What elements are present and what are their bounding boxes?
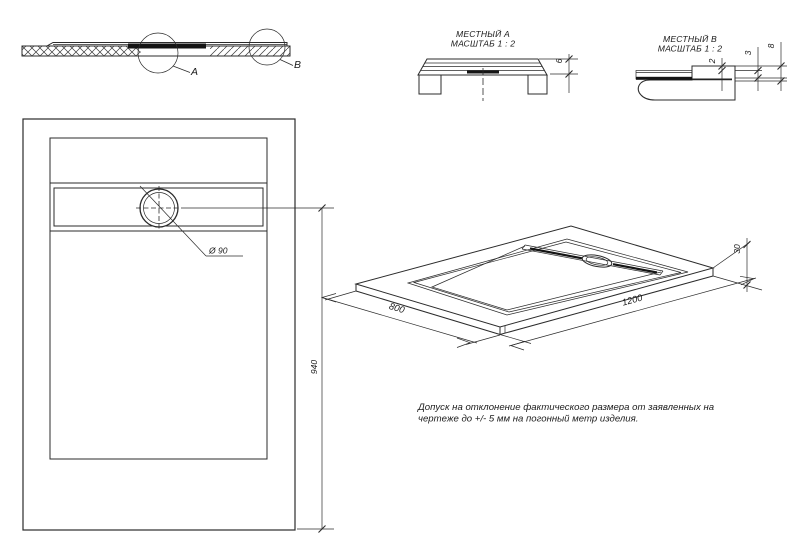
iso-rim-outer xyxy=(408,239,688,315)
detail-a-title: МЕСТНЫЙ А xyxy=(456,29,510,39)
detail-b-view xyxy=(636,33,787,100)
plan-outer-edge xyxy=(23,119,295,530)
iso-dim-1200: 1200 xyxy=(620,292,644,308)
dim-1200-line xyxy=(509,278,756,346)
detail-b-dim-3: 3 xyxy=(743,50,753,56)
drain-diameter-label: Ø 90 xyxy=(209,245,228,256)
iso-channel-dark-1 xyxy=(530,249,582,259)
label-b-leader xyxy=(280,60,293,66)
iso-channel-cap xyxy=(660,271,663,275)
tolerance-note-line2: чертеже до +/- 5 мм на погонный метр изделия. xyxy=(418,413,639,425)
label-a-leader xyxy=(173,66,190,73)
section-crosshatch-area xyxy=(23,47,141,56)
detail-a-view xyxy=(418,28,578,101)
iso-dim-30: 30 xyxy=(732,244,742,254)
plan-dim-940: 940 xyxy=(309,359,319,375)
iso-channel-line-1 xyxy=(525,245,663,271)
detail-b-scale: МАСШТАБ 1 : 2 xyxy=(657,43,723,54)
section-label-b: B xyxy=(294,59,302,71)
dim-800-ext-2 xyxy=(466,335,500,345)
detail-a-callout-circle xyxy=(138,33,178,73)
iso-bottom-edge-left xyxy=(356,291,500,335)
iso-dim-800: 800 xyxy=(387,301,406,316)
dim-800-arrow-right xyxy=(457,338,470,348)
detail-b-title: МЕСТНЫЙ В xyxy=(663,34,717,44)
detail-b-body xyxy=(638,66,735,100)
iso-channel-line-2 xyxy=(522,249,660,275)
tolerance-note xyxy=(417,402,714,425)
iso-top-face xyxy=(356,226,713,327)
detail-b-dim-8: 8 xyxy=(766,43,776,49)
section-view xyxy=(22,29,301,78)
detail-b-dim-2: 2 xyxy=(707,58,717,64)
iso-drain-inner xyxy=(585,255,608,267)
detail-a-dim-6: 6 xyxy=(554,58,564,64)
tolerance-note-line1: Допуск на отклонение фактического размера от заявленных на xyxy=(418,402,715,413)
iso-bottom-edge-right xyxy=(500,276,713,335)
plan-view xyxy=(23,119,334,533)
detail-b-dark-layer xyxy=(636,77,692,80)
detail-a-right-wall xyxy=(528,75,547,94)
section-label-a: A xyxy=(191,66,199,78)
detail-a-left-wall xyxy=(419,75,441,94)
dim-1200-ext-1 xyxy=(500,335,531,344)
isometric-view xyxy=(322,226,762,350)
detail-a-scale: МАСШТАБ 1 : 2 xyxy=(450,38,516,49)
